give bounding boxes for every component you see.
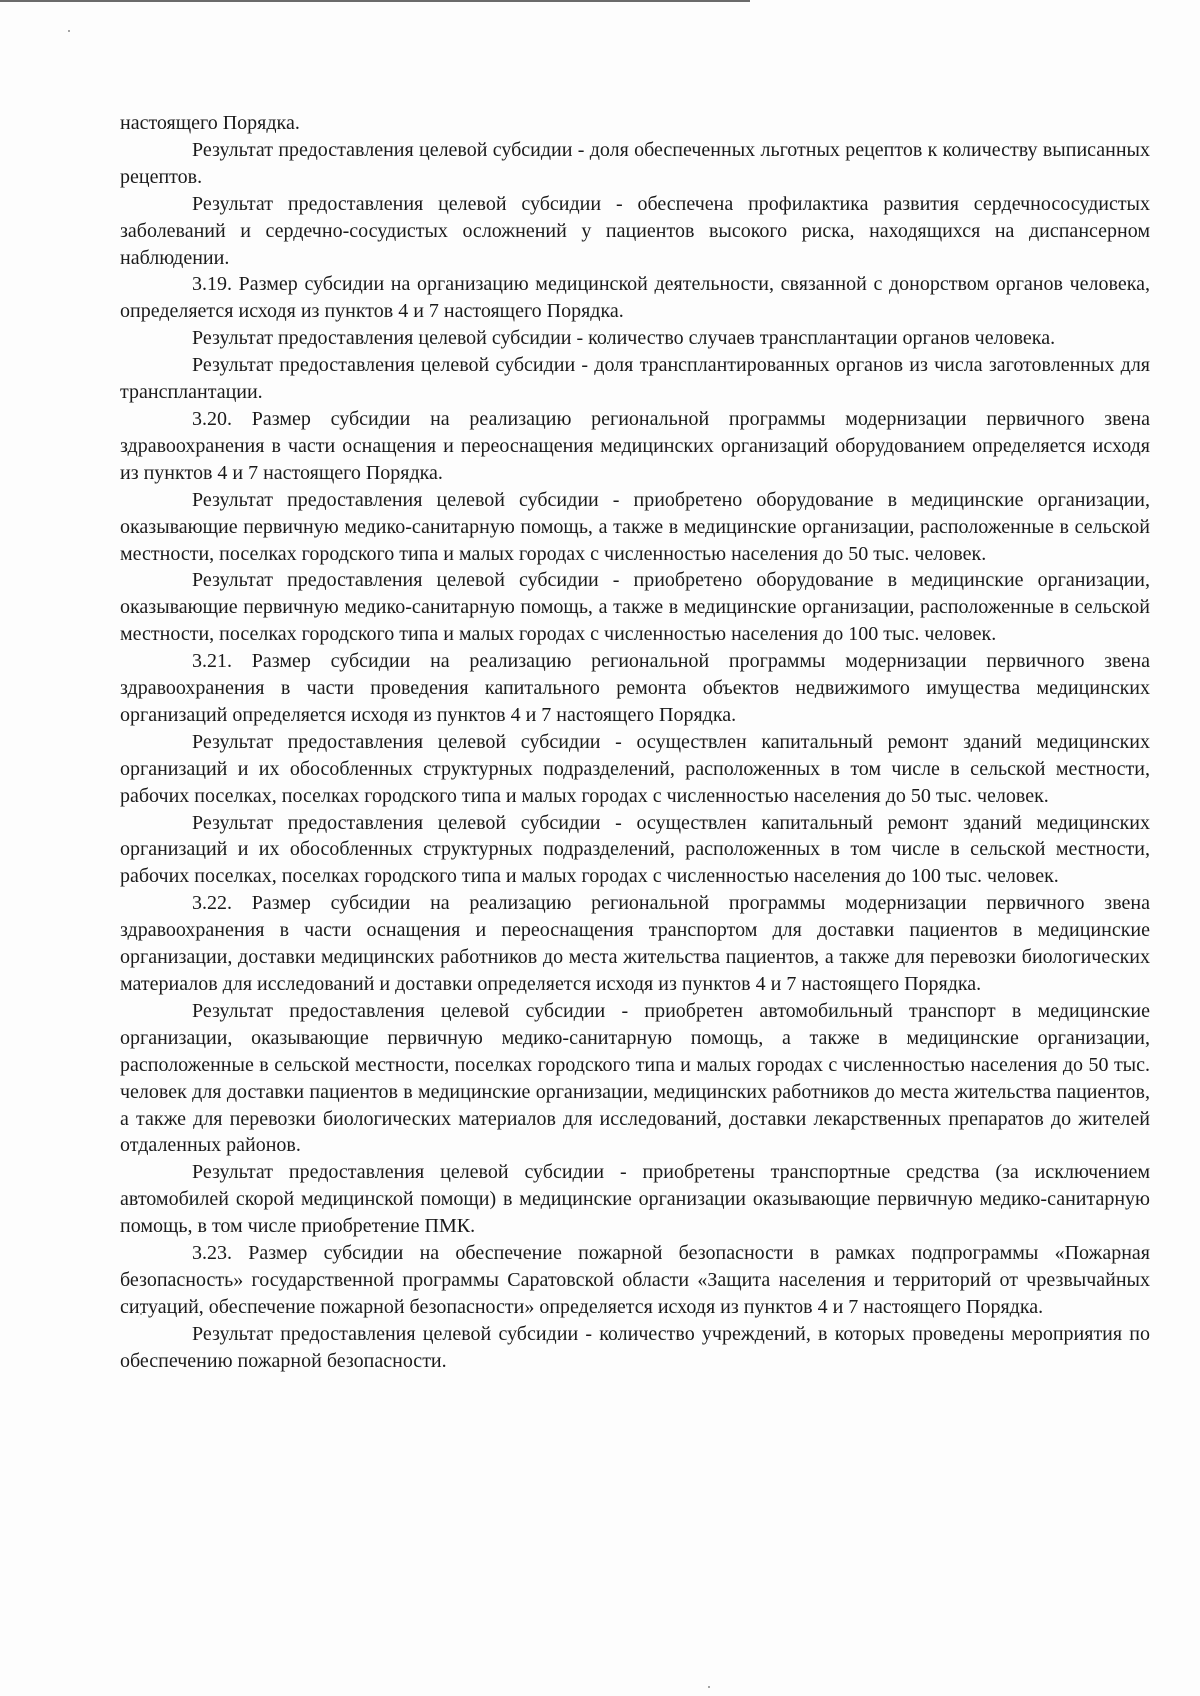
- paragraph-result-transplant-cases: Результат предоставления целевой субсидии - количество случаев трансплантации органов человека.: [192, 327, 1056, 350]
- scan-speck: [708, 1686, 710, 1688]
- scan-speck: [68, 30, 70, 32]
- paragraph-result-cardio-prevention: Результат предоставления целевой субсидии - обеспечена профилактика развития сердечнососудистых заболеваний и сердечно-сосудистых осложнений у пациентов высокого риска, находящихся на диспансерном наблюдении.: [120, 192, 1150, 269]
- paragraph-result-repair-100k: Результат предоставления целевой субсидии - осуществлен капитальный ремонт зданий медицинских организаций и их обособленных структурных подразделений, расположенных в том числе в сельской местности, рабочих поселках, поселках городского типа и малых городах с численностью населения до 100 тыс. человек.: [120, 811, 1150, 888]
- paragraph-result-transplant-share: Результат предоставления целевой субсидии - доля трансплантированных органов из числа заготовленных для трансплантации.: [120, 354, 1150, 404]
- paragraph-clause-3-23: 3.23. Размер субсидии на обеспечение пожарной безопасности в рамках подпрограммы «Пожарная безопасность» государственной программы Саратовской области «Защита населения и территорий от чрезвычайных ситуаций, обеспечение пожарной безопасности» определяется исходя из пунктов 4 и 7 настоящего Порядка.: [120, 1242, 1150, 1318]
- paragraph-clause-3-22: 3.22. Размер субсидии на реализацию региональной программы модернизации первичного звена здравоохранения в части оснащения и переоснащения транспортом для доставки пациентов в медицинские организации, доставки медицинских работников до места жительства пациентов, а также для перевозки биологических материалов для исследований и доставки определяется исходя из пунктов 4 и 7 настоящего Порядка.: [120, 892, 1150, 995]
- paragraph-result-equipment-100k: Результат предоставления целевой субсидии - приобретено оборудование в медицинские организации, оказывающие первичную медико-санитарную помощь, а также в медицинские организации, расположенные в сельской местности, поселках городского типа и малых городах с численностью населения до 100 тыс. человек.: [120, 569, 1150, 646]
- paragraph-result-transport-pmk: Результат предоставления целевой субсидии - приобретены транспортные средства (за исключением автомобилей скорой медицинской помощи) в медицинские организации оказывающие первичную медико-санитарную помощь, в том числе приобретение ПМК.: [120, 1161, 1150, 1238]
- paragraph-result-vehicles: Результат предоставления целевой субсидии - приобретен автомобильный транспорт в медицинские организации, оказывающие первичную медико-санитарную помощь, а также в медицинские организации, расположенные в сельской местности, поселках городского типа и малых городах с численностью населения до 50 тыс. человек для доставки пациентов в медицинские организации, медицинских работников до места жительства пациентов, а также для перевозки биологических материалов для исследований, доставки лекарственных препаратов до жителей отдаленных районов.: [120, 999, 1150, 1157]
- top-border-line: [0, 0, 750, 2]
- paragraph-clause-3-19: 3.19. Размер субсидии на организацию медицинской деятельности, связанной с донорством органов человека, определяется исходя из пунктов 4 и 7 настоящего Порядка.: [120, 273, 1150, 323]
- paragraph-result-fire-safety: Результат предоставления целевой субсидии - количество учреждений, в которых проведены мероприятия по обеспечению пожарной безопасности.: [120, 1322, 1150, 1372]
- paragraph-result-repair-50k: Результат предоставления целевой субсидии - осуществлен капитальный ремонт зданий медицинских организаций и их обособленных структурных подразделений, расположенных в том числе в сельской местности, рабочих поселках, поселках городского типа и малых городах с численностью населения до 50 тыс. человек.: [120, 730, 1150, 807]
- document-body: [120, 110, 1150, 1375]
- paragraph-continuation: настоящего Порядка.: [120, 112, 300, 134]
- paragraph-result-equipment-50k: Результат предоставления целевой субсидии - приобретено оборудование в медицинские организации, оказывающие первичную медико-санитарную помощь, а также в медицинские организации, расположенные в сельской местности, поселках городского типа и малых городах с численностью населения до 50 тыс. человек.: [120, 488, 1150, 565]
- paragraph-clause-3-20: 3.20. Размер субсидии на реализацию региональной программы модернизации первичного звена здравоохранения в части оснащения и переоснащения медицинских организаций оборудованием определяется исходя из пунктов 4 и 7 настоящего Порядка.: [120, 407, 1150, 484]
- paragraph-clause-3-21: 3.21. Размер субсидии на реализацию региональной программы модернизации первичного звена здравоохранения в части проведения капитального ремонта объектов недвижимого имущества медицинских организаций определяется исходя из пунктов 4 и 7 настоящего Порядка.: [120, 650, 1150, 726]
- paragraph-result-prescriptions: Результат предоставления целевой субсидии - доля обеспеченных льготных рецептов к количеству выписанных рецептов.: [120, 138, 1150, 188]
